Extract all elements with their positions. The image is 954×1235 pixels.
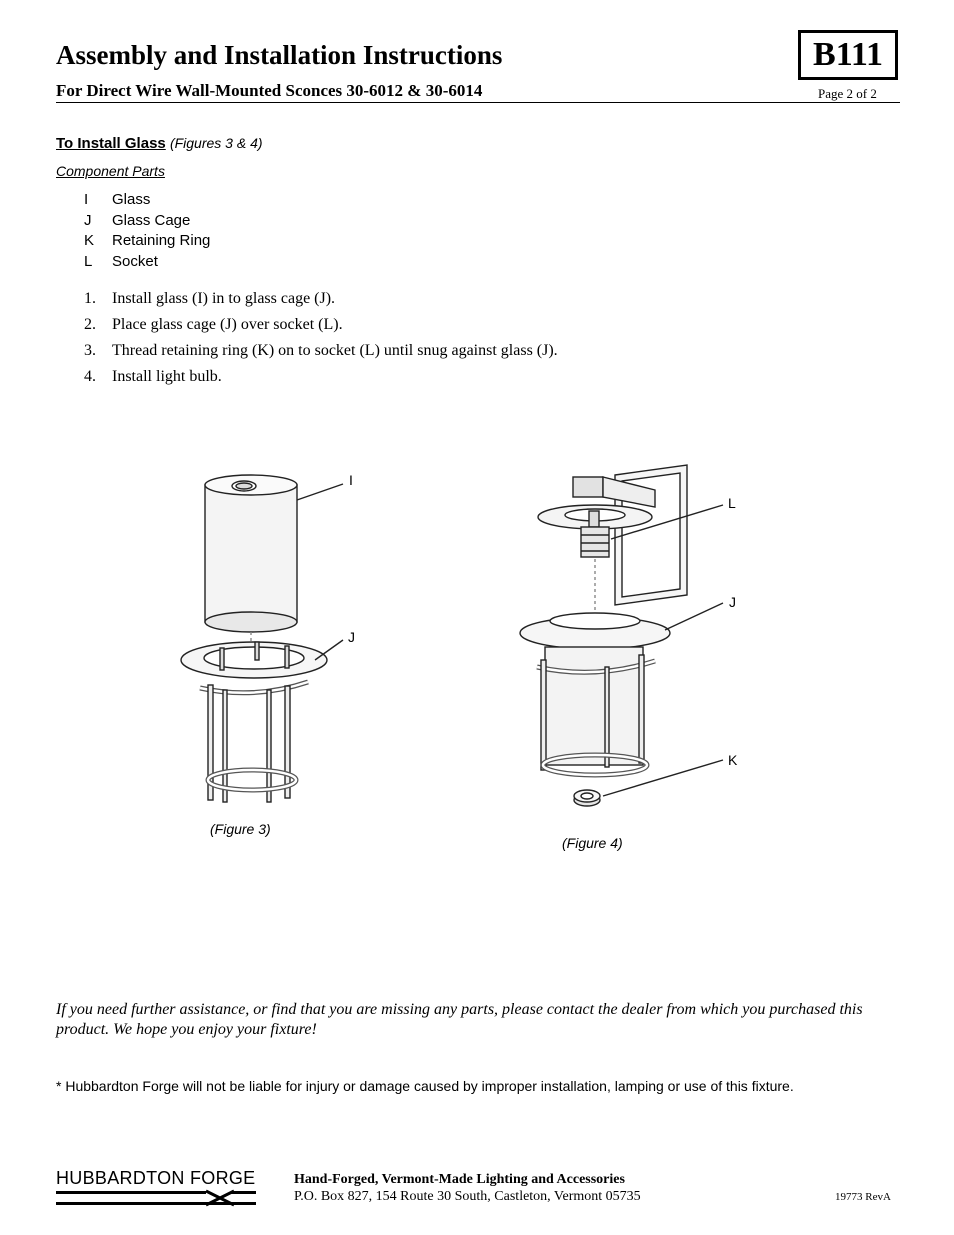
section-heading-note: (Figures 3 & 4) xyxy=(169,135,263,151)
step-text: Thread retaining ring (K) on to socket (L) until snug against glass (J). xyxy=(112,342,558,359)
header-rule xyxy=(56,102,900,103)
callout-socket-label: L xyxy=(728,495,736,511)
step-text: Install glass (I) in to glass cage (J). xyxy=(112,290,336,307)
list-item xyxy=(84,368,558,394)
part-name: Retaining Ring xyxy=(112,232,211,249)
list-item xyxy=(84,232,210,253)
part-name: Glass Cage xyxy=(112,211,191,229)
step-text: Install light bulb. xyxy=(112,368,222,385)
step-number: 4. xyxy=(84,368,96,385)
figure-4-caption: (Figure 4) xyxy=(562,835,623,851)
figure-4-drawing xyxy=(515,455,765,835)
list-item xyxy=(84,253,210,274)
part-letter: L xyxy=(84,252,93,270)
brand-logo-text: HUBBARDTON FORGE xyxy=(56,1168,256,1188)
document-code-box: B111 xyxy=(798,30,898,80)
document-revision: 19773 RevA xyxy=(835,1191,891,1203)
assistance-note: If you need further assistance, or find that you are missing any parts, please contact the dealer from which you purchased this product. We hope you enjoy your fixture! xyxy=(56,1001,863,1038)
retaining-ring-illustration xyxy=(574,790,600,806)
liability-note: * Hubbardton Forge will not be liable for injury or damage caused by improper installation, lamping or use of this fixture. xyxy=(56,1078,794,1094)
section-heading xyxy=(56,135,263,152)
component-parts-list xyxy=(84,191,210,273)
footer-address: P.O. Box 827, 154 Route 30 South, Castleton, Vermont 05735 xyxy=(294,1189,641,1204)
brand-logo-icon xyxy=(56,1188,256,1210)
glass-cage-illustration xyxy=(181,642,327,802)
part-name: Socket xyxy=(112,252,158,270)
component-parts-heading: Component Parts xyxy=(56,163,165,179)
footer-tagline: Hand-Forged, Vermont-Made Lighting and Accessories xyxy=(294,1172,625,1187)
document-title: Assembly and Installation Instructions xyxy=(56,40,503,70)
callout-ring-label: K xyxy=(728,752,738,768)
callout-cage-label: J xyxy=(729,594,736,610)
step-number: 2. xyxy=(84,316,96,333)
step-number: 1. xyxy=(84,290,96,307)
callout-glass-label: I xyxy=(349,472,353,488)
step-number: 3. xyxy=(84,342,96,359)
figure-3-drawing xyxy=(175,460,375,820)
part-letter: I xyxy=(84,191,89,208)
list-item xyxy=(84,290,558,316)
part-letter: K xyxy=(84,232,95,249)
list-item xyxy=(84,342,558,368)
cage-with-glass-illustration xyxy=(520,613,670,775)
callout-cage-label: J xyxy=(348,629,355,645)
figure-3-caption: (Figure 3) xyxy=(210,821,271,837)
page-number: Page 2 of 2 xyxy=(818,86,877,101)
instruction-steps xyxy=(84,290,558,394)
list-item xyxy=(84,212,210,233)
list-item xyxy=(84,191,210,212)
part-letter: J xyxy=(84,211,92,229)
step-text: Place glass cage (J) over socket (L). xyxy=(112,316,343,333)
section-heading-title: To Install Glass xyxy=(56,135,166,152)
list-item xyxy=(84,316,558,342)
part-name: Glass xyxy=(112,191,151,208)
glass-illustration xyxy=(205,475,297,632)
document-subtitle: For Direct Wire Wall-Mounted Sconces 30-6012 & 30-6014 xyxy=(56,81,483,100)
